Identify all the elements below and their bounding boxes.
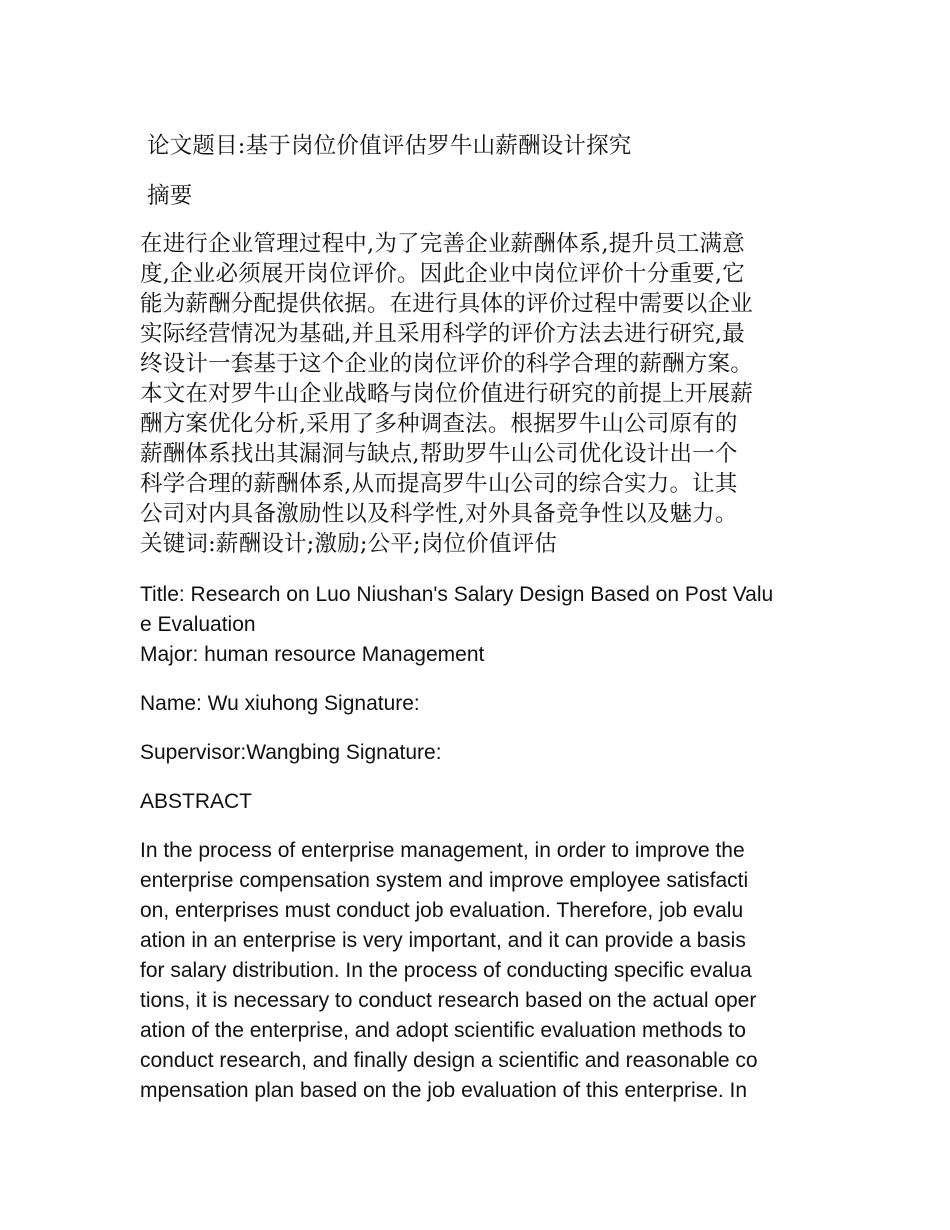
abstract-line-english: mpensation plan based on the job evaluation of this enterprise. In xyxy=(140,1079,748,1102)
abstract-line-chinese: 度,企业必须展开岗位评价。因此企业中岗位评价十分重要,它 xyxy=(140,261,745,287)
name-signature-line: Name: Wu xiuhong Signature: xyxy=(140,692,420,715)
abstract-line-english: tions, it is necessary to conduct research based on the actual oper xyxy=(140,989,757,1012)
abstract-line-chinese: 本文在对罗牛山企业战略与岗位价值进行研究的前提上开展薪 xyxy=(140,381,753,407)
paper-title: 论文题目:基于岗位价值评估罗牛山薪酬设计探究 xyxy=(147,133,632,159)
abstract-line-english: ation in an enterprise is very important, and it can provide a basis xyxy=(140,929,746,952)
abstract-line-chinese: 终设计一套基于这个企业的岗位评价的科学合理的薪酬方案。 xyxy=(140,351,753,377)
abstract-line-english: for salary distribution. In the process of conducting specific evalua xyxy=(140,959,752,982)
abstract-line-english: In the process of enterprise management, in order to improve the xyxy=(140,839,745,862)
abstract-line-chinese: 在进行企业管理过程中,为了完善企业薪酬体系,提升员工满意 xyxy=(140,231,745,257)
abstract-line-english: conduct research, and finally design a scientific and reasonable co xyxy=(140,1049,758,1072)
english-title-line: Title: Research on Luo Niushan's Salary Design Based on Post Valu xyxy=(140,583,774,606)
abstract-line-chinese: 酬方案优化分析,采用了多种调查法。根据罗牛山公司原有的 xyxy=(140,411,738,437)
abstract-line-english: on, enterprises must conduct job evaluation. Therefore, job evalu xyxy=(140,899,744,922)
keywords-chinese: 关键词:薪酬设计;激励;公平;岗位价值评估 xyxy=(140,531,558,557)
abstract-line-chinese: 实际经营情况为基础,并且采用科学的评价方法去进行研究,最 xyxy=(140,321,745,347)
english-title-line: e Evaluation xyxy=(140,613,256,636)
abstract-line-chinese: 公司对内具备激励性以及科学性,对外具备竞争性以及魅力。 xyxy=(140,501,738,527)
abstract-heading-chinese: 摘要 xyxy=(147,183,193,209)
abstract-line-chinese: 科学合理的薪酬体系,从而提高罗牛山公司的综合实力。让其 xyxy=(140,471,738,497)
abstract-line-chinese: 薪酬体系找出其漏洞与缺点,帮助罗牛山公司优化设计出一个 xyxy=(140,441,738,467)
supervisor-signature-line: Supervisor:Wangbing Signature: xyxy=(140,741,442,764)
abstract-line-english: enterprise compensation system and improve employee satisfacti xyxy=(140,869,749,892)
abstract-line-chinese: 能为薪酬分配提供依据。在进行具体的评价过程中需要以企业 xyxy=(140,291,753,317)
abstract-line-english: ation of the enterprise, and adopt scientific evaluation methods to xyxy=(140,1019,746,1042)
major-line: Major: human resource Management xyxy=(140,643,485,666)
abstract-heading-english: ABSTRACT xyxy=(140,790,253,813)
